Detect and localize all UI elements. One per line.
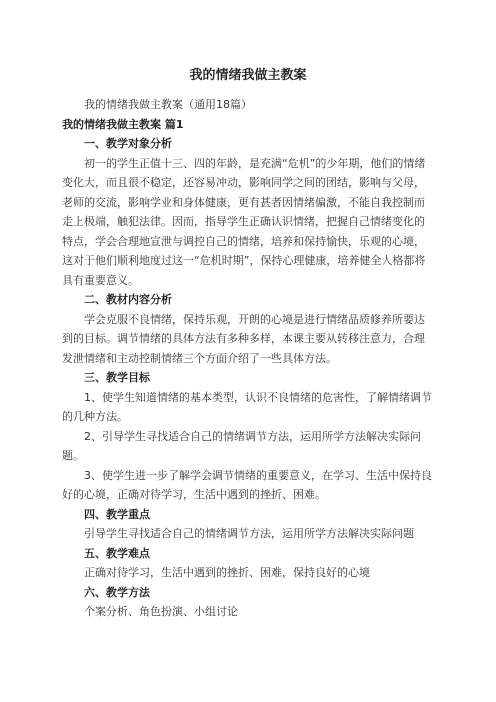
paragraph-key-points: 引导学生寻找适合自己的情绪调节方法，运用所学方法解决实际问题 — [84, 527, 414, 540]
paragraph-goal-1: 1、使学生知道情绪的基本类型，认识不良情绪的危害性，了解情绪调节的几种方法。 — [62, 390, 432, 423]
heading-material-analysis: 二、教材内容分析 — [84, 293, 172, 306]
paragraph-goal-2: 2、引导学生寻找适合自己的情绪调节方法，运用所学方法解决实际问题。 — [62, 429, 421, 462]
heading-teaching-object: 一、教学对象分析 — [84, 137, 172, 150]
section-title: 我的情绪我做主教案 篇1 — [62, 117, 184, 131]
document-subtitle: 我的情绪我做主教案（通用18篇） — [84, 98, 252, 111]
paragraph-material-analysis: 学会克服不良情绪，保持乐观，开朗的心境是进行情绪品质修养所要达到的目标。调节情绪的具体方法有多种多样，本课主要从转移注意力，合理发泄情绪和主动控制情绪三个方面介绍了一些具体方法。 — [62, 312, 425, 365]
paragraph-goal-3: 3、使学生进一步了解学会调节情绪的重要意义，在学习、生活中保持良好的心境，正确对待学习，生活中遇到的挫折、困难。 — [62, 468, 432, 501]
heading-teaching-methods: 六、教学方法 — [84, 585, 150, 599]
paragraph-difficulties: 正确对待学习，生活中遇到的挫折、困难，保持良好的心境 — [84, 566, 370, 579]
paragraph-methods: 个案分析、角色扮演、小组讨论 — [84, 605, 238, 618]
heading-teaching-goals: 三、教学目标 — [84, 371, 150, 384]
document-title: 我的情绪我做主教案 — [189, 68, 307, 83]
heading-teaching-difficulties: 五、教学难点 — [84, 546, 150, 560]
document-body — [62, 95, 434, 622]
heading-teaching-key-points: 四、教学重点 — [84, 507, 150, 521]
paragraph-teaching-object: 初一的学生正值十三、四的年龄，是充满“危机”的少年期，他们的情绪变化大，而且很不稳定，还容易冲动，影响同学之间的团结，影响与父母，老师的交流，影响学业和身体健康，更有甚者因情绪偏激，不能自我控制而走上极端，触犯法律。因而，指导学生正确认识情绪，把握自己情绪变化的特点，学会合理地宣泄与调控自己的情绪，培养和保持愉快，乐观的心境，这对于他们顺利地度过这一“危机时期”，保持心理健康，培养健全人格都将具有重要意义。 — [62, 156, 426, 287]
